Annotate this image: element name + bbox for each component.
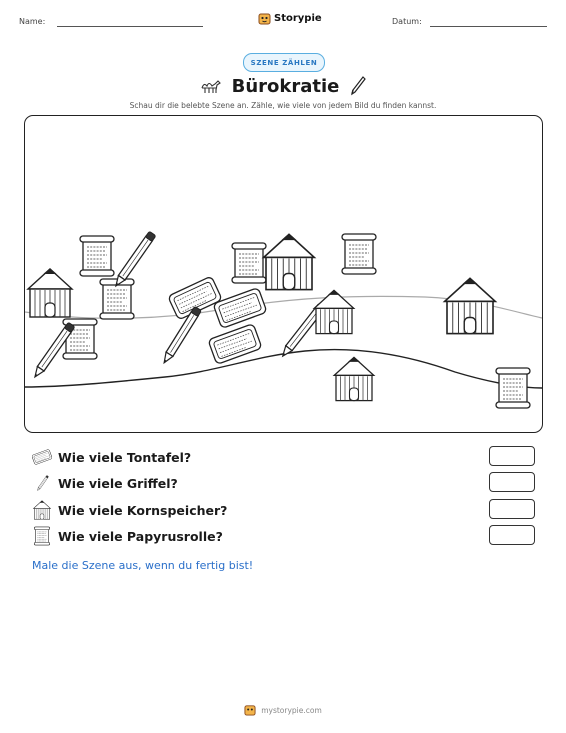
scene-tablet: [213, 288, 267, 329]
question-granary: [32, 499, 537, 521]
scene-tablet: [208, 324, 262, 365]
scene-granary: [334, 357, 374, 400]
date-field[interactable]: [430, 26, 547, 27]
scene-granary: [264, 234, 315, 289]
question-text: Wie viele Kornspeicher?: [58, 502, 228, 518]
instructions: Schau dir die belebte Szene an. Zähle, wie viele von jedem Bild du finden kannst.: [129, 101, 437, 110]
scene-scroll: [232, 243, 266, 283]
name-label: Name:: [19, 17, 46, 26]
date-label: Datum:: [392, 17, 422, 26]
answer-box-scroll[interactable]: [489, 525, 535, 545]
answer-box-stylus[interactable]: [489, 472, 535, 492]
question-text: Wie viele Papyrusrolle?: [58, 528, 223, 544]
granary-icon: [32, 500, 52, 520]
footer: [0, 704, 566, 716]
question-text: Wie viele Tontafel?: [58, 449, 192, 465]
title-row: [196, 72, 371, 100]
stylus-icon: [32, 473, 52, 493]
scene-scroll: [80, 236, 114, 276]
answer-box-granary[interactable]: [489, 499, 535, 519]
scene-picture: [24, 115, 543, 433]
coloring-note: Male die Szene aus, wenn du fertig bist!: [32, 559, 254, 572]
brand-name: Storypie: [274, 13, 322, 24]
question-stylus: [32, 472, 537, 494]
answer-box-tablet[interactable]: [489, 446, 535, 466]
scene-scroll: [496, 368, 530, 408]
papyrus-scroll-icon: [32, 526, 52, 546]
page-title: Bürokratie: [231, 75, 340, 97]
question-scroll: [32, 525, 537, 547]
footer-url[interactable]: mystorypie.com: [261, 705, 322, 715]
stylus-icon: [349, 75, 367, 97]
scene-granary: [445, 278, 496, 333]
clay-tablet-icon: [32, 447, 52, 467]
question-tablet: [32, 446, 537, 468]
activity-badge: SZENE ZÄHLEN: [243, 53, 325, 72]
storypie-logo-icon: [244, 704, 256, 716]
scene-granary: [28, 269, 72, 317]
storypie-logo-icon: [258, 12, 271, 25]
camel-icon: [200, 78, 222, 94]
scene-pencil: [113, 231, 156, 288]
worksheet-header: [0, 12, 566, 32]
name-field[interactable]: [57, 26, 203, 27]
brand-logo: [258, 12, 322, 25]
question-text: Wie viele Griffel?: [58, 475, 178, 491]
scene-scroll: [342, 234, 376, 274]
